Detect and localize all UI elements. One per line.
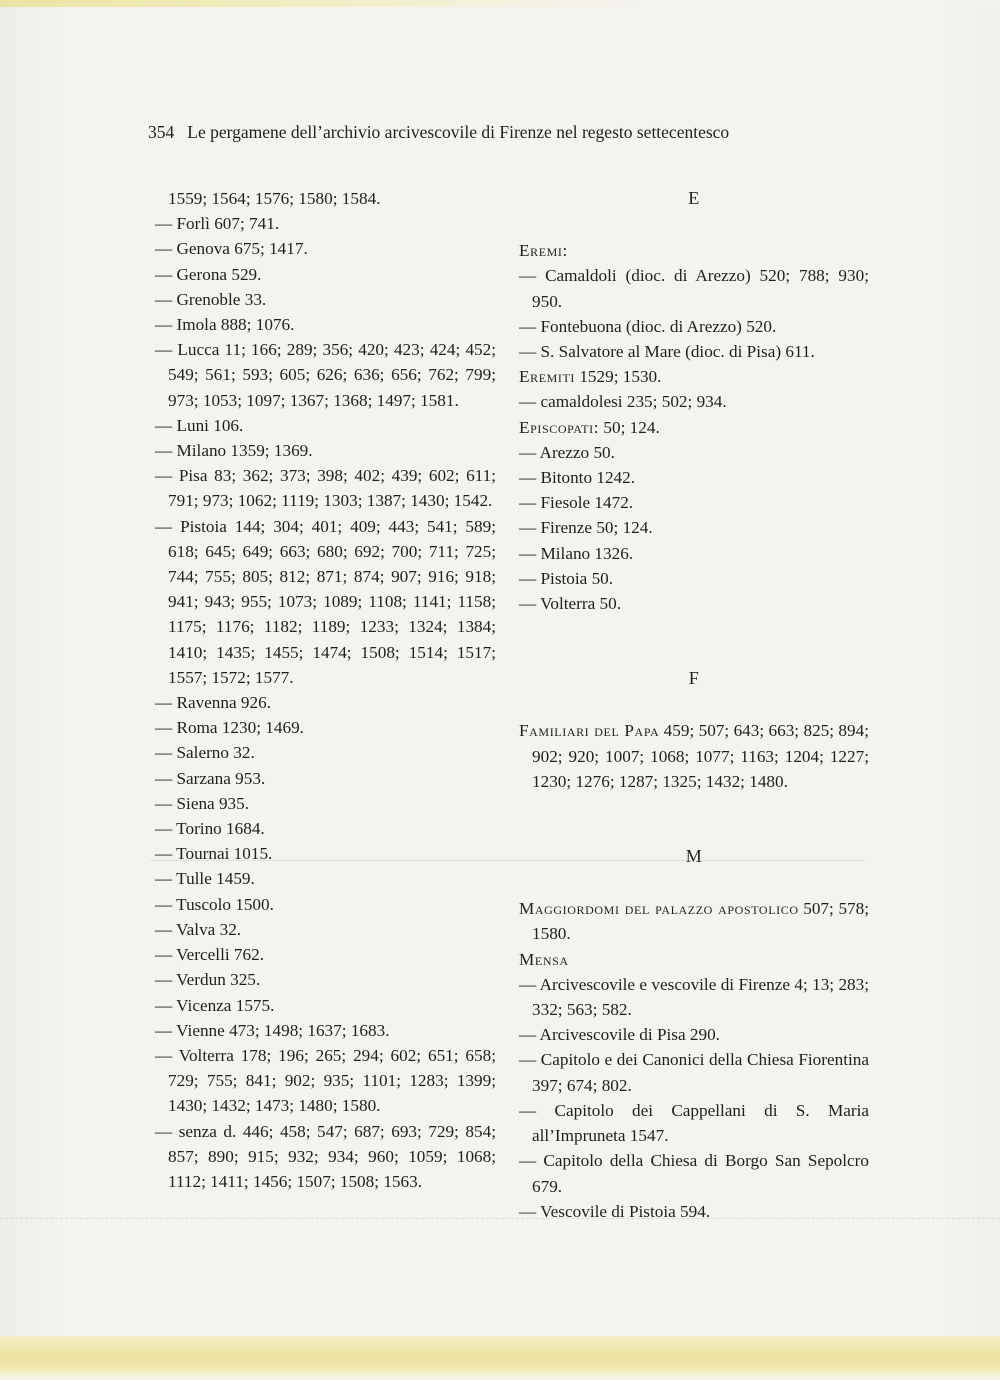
page-number: 354 xyxy=(148,122,175,142)
letter-heading: M xyxy=(685,846,703,867)
index-entry: — Gerona 529. xyxy=(155,264,262,284)
headword-smallcaps: Eremiti xyxy=(519,367,576,387)
headword-smallcaps: Eremi: xyxy=(519,241,568,261)
index-entry: — Salerno 32. xyxy=(155,743,255,763)
index-entry: — S. Salvatore al Mare (dioc. di Pisa) 611. xyxy=(519,342,815,362)
index-entry: — Tuscolo 1500. xyxy=(155,894,274,914)
headword-smallcaps: Familiari del Papa xyxy=(519,721,660,741)
index-entry: — Bitonto 1242. xyxy=(519,468,636,488)
index-entry: — Milano 1326. xyxy=(519,543,634,563)
scan-artifact-line xyxy=(150,860,865,861)
scan-edge-bottom xyxy=(0,1336,1000,1380)
index-entry: — Fontebuona (dioc. di Arezzo) 520. xyxy=(519,316,777,336)
letter-heading: E xyxy=(688,188,700,208)
index-entry: — Lucca 11; 166; 289; 356; 420; 423; 424; 452; 549; 561; 593; 605; 626; 636; 656; 762; 799; 973; 1053; 1097; 1367; 1368; 1497; 1581. xyxy=(155,340,496,410)
index-entry: — Vicenza 1575. xyxy=(155,995,275,1015)
index-entry: — Valva 32. xyxy=(155,919,242,939)
index-entry: — Fiesole 1472. xyxy=(519,493,634,513)
index-entry: — Imola 888; 1076. xyxy=(155,315,295,335)
index-headword-entry xyxy=(519,947,869,972)
index-entry: — Forlì 607; 741. xyxy=(155,214,280,234)
index-headword-entry: Maggiordomi del palazzo apostolico 507; 578; 1580. xyxy=(519,899,869,944)
index-column-right xyxy=(519,186,869,1224)
index-entry: — Arezzo 50. xyxy=(519,442,615,462)
index-entry: — Milano 1359; 1369. xyxy=(155,441,313,461)
index-entry: — Verdun 325. xyxy=(155,970,261,990)
page-header xyxy=(148,120,908,145)
index-entry: — Siena 935. xyxy=(155,793,250,813)
index-entry: — Vescovile di Pistoia 594. xyxy=(519,1201,711,1221)
index-entry: — Capitolo della Chiesa di Borgo San Sepolcro 679. xyxy=(519,1151,869,1196)
index-column-left xyxy=(155,186,496,1194)
index-headword-entry: Episcopati: 50; 124. xyxy=(519,417,660,437)
index-headword-entry xyxy=(519,238,869,263)
index-entry: — Torino 1684. xyxy=(155,819,265,839)
index-entry: — Volterra 178; 196; 265; 294; 602; 651; 658; 729; 755; 841; 902; 935; 1101; 1283; 1399; 1430; 1432; 1473; 1480; 1580. xyxy=(155,1045,496,1116)
running-title: Le pergamene dell’archivio arcivescovile di Firenze nel regesto settecentesco xyxy=(187,122,730,142)
index-entry: — Vienne 473; 1498; 1637; 1683. xyxy=(155,1020,390,1040)
headword-smallcaps: Episcopati: xyxy=(519,417,600,437)
scan-edge-top xyxy=(0,0,1000,7)
index-headword-entry: Eremiti 1529; 1530. xyxy=(519,367,662,387)
index-entry: — Grenoble 33. xyxy=(155,289,267,309)
index-entry: — Roma 1230; 1469. xyxy=(155,718,304,738)
index-entry: — Ravenna 926. xyxy=(155,693,271,713)
index-entry: — Vercelli 762. xyxy=(155,945,264,965)
index-entry: — Tournai 1015. xyxy=(155,844,273,864)
index-entry: — Volterra 50. xyxy=(519,594,621,614)
index-entry: — Arcivescovile e vescovile di Firenze 4; 13; 283; 332; 563; 582. xyxy=(519,974,869,1020)
index-entry: — Firenze 50; 124. xyxy=(519,518,653,538)
index-entry: — Capitolo e dei Canonici della Chiesa Fiorentina 397; 674; 802. xyxy=(519,1050,869,1095)
index-entry: 1559; 1564; 1576; 1580; 1584. xyxy=(168,189,381,208)
index-headword-entry: Familiari del Papa 459; 507; 643; 663; 825; 894; 902; 920; 1007; 1068; 1077; 1163; 1204; 1227; 1230; 1276; 1287; 1325; 1432; 1480. xyxy=(519,721,869,791)
index-entry: — Capitolo dei Cappellani di S. Maria all’Impruneta 1547. xyxy=(519,1100,869,1146)
index-entry: — Arcivescovile di Pisa 290. xyxy=(519,1025,720,1045)
scan-artifact-line xyxy=(0,1218,1000,1219)
headword-smallcaps: Maggiordomi del palazzo apostolico xyxy=(519,899,799,919)
index-entry: — Genova 675; 1417. xyxy=(155,239,308,259)
index-entry: — camaldolesi 235; 502; 934. xyxy=(519,392,727,412)
index-entry: — Pistoia 50. xyxy=(519,568,614,588)
index-entry: — Sarzana 953. xyxy=(155,768,266,788)
index-entry: — Tulle 1459. xyxy=(155,869,255,889)
index-entry: — Pistoia 144; 304; 401; 409; 443; 541; 589; 618; 645; 649; 663; 680; 692; 700; 711; 725; 744; 755; 805; 812; 871; 874; 907; 916; 918; 941; 943; 955; 1073; 1089; 1108; 1141; 1158; 1175; 1176; 1182; 1189; 1233; 1324; 1384; 1410; 1435; 1455; 1474; 1508; 1514; 1517; 1557; 1572; 1577. xyxy=(155,516,496,687)
index-entry: — Pisa 83; 362; 373; 398; 402; 439; 602; 611; 791; 973; 1062; 1119; 1303; 1387; 1430; 1542. xyxy=(155,466,496,511)
letter-heading: F xyxy=(688,668,700,689)
index-entry: — senza d. 446; 458; 547; 687; 693; 729; 854; 857; 890; 915; 932; 934; 960; 1059; 1068; 1112; 1411; 1456; 1507; 1508; 1563. xyxy=(155,1121,496,1191)
index-entry: — Camaldoli (dioc. di Arezzo) 520; 788; 930; 950. xyxy=(519,266,869,311)
index-entry: — Luni 106. xyxy=(155,415,244,435)
headword-smallcaps: Mensa xyxy=(519,949,569,969)
